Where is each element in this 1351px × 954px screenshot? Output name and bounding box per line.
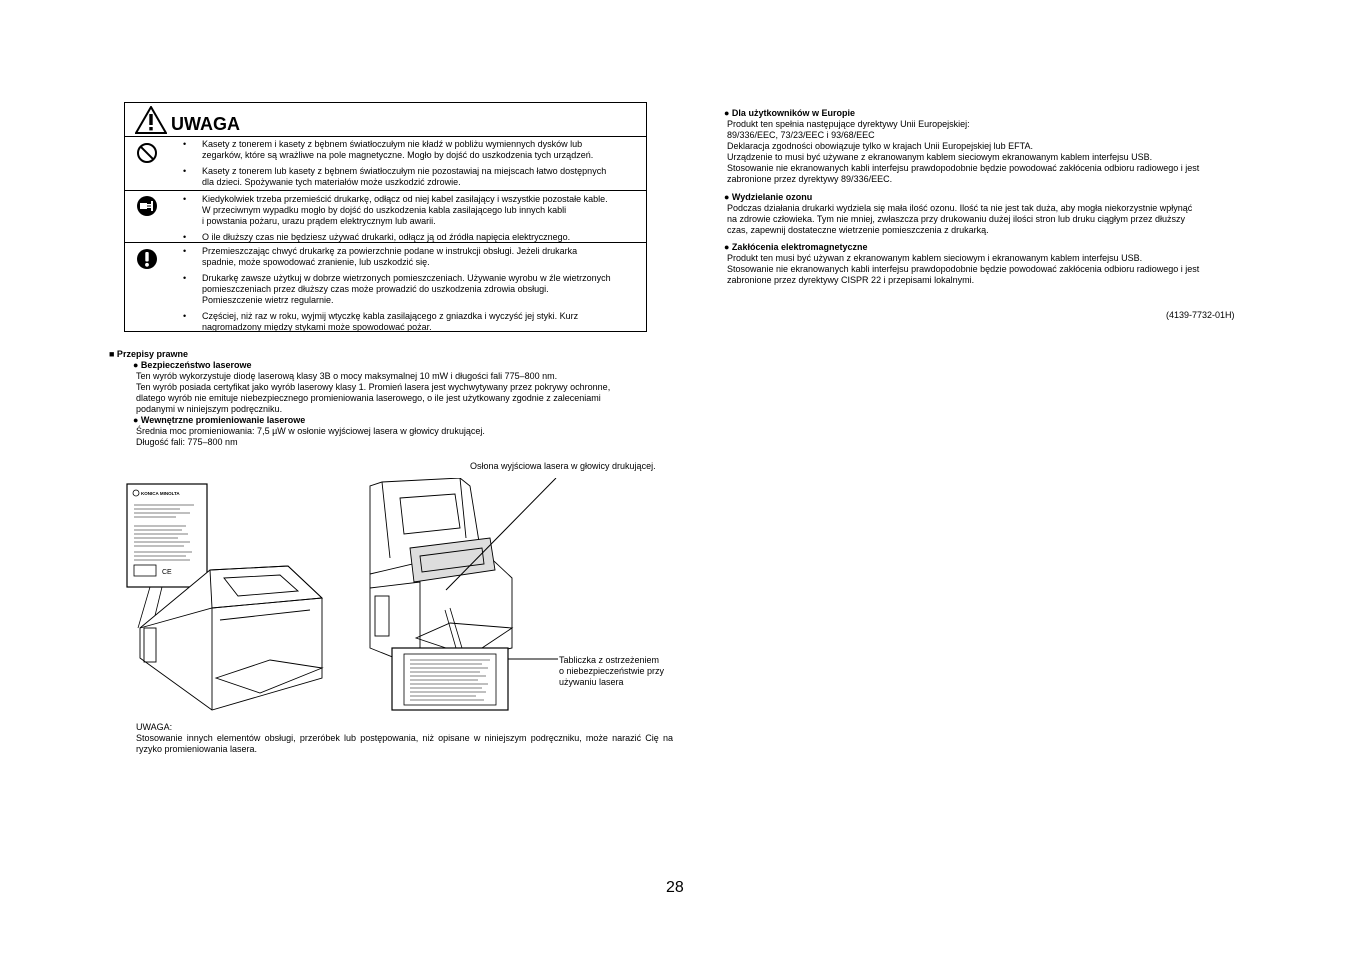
warning-item: • Przemieszczając chwyć drukarkę za powierzchnie podane w instrukcji obsługi. Jeżeli drukarka spadnie, może spowodować zranienie, lub uszkodzić się.: [125, 246, 646, 268]
warning-item: • Drukarkę zawsze użytkuj w dobrze wietrzonych pomieszczeniach. Używanie wyrobu w źle wietrzonych pomieszczeniach przez dłuższy czas może prowadzić do uszkodzenia zdrowia obsługi. Pomieszczenie wietrz regularnie.: [125, 273, 646, 306]
warning-section-unplug: [125, 191, 646, 243]
warning-item: • O ile dłuższy czas nie będziesz używać drukarki, odłącz ją od źródła napięcia elektrycznego.: [125, 232, 646, 243]
callout-laser-aperture: Osłona wyjściowa lasera w głowicy drukującej.: [470, 461, 656, 471]
laser-safety-text: Ten wyrób wykorzystuje diodę laserową klasy 3B o mocy maksymalnej 10 mW i długości fali 775–800 nm. Ten wyrób posiada certyfikat jako wyrób laserowy klasy 1. Promień lasera jest wychwytywany przez pokrywy ochronne, dlatego wyrób nie emituje niebezpiecznego promieniowania laserowego, o ile jest użytkowany zgodnie z zaleceniami podanymi w niniejszym podręczniku.: [136, 371, 611, 414]
callout-warning-label: Tabliczka z ostrzeżeniem o niebezpieczeństwie przy używaniu lasera: [559, 655, 665, 687]
warning-item: • Kasety z tonerem i kasety z bębnem światłoczułym nie kładź w pobliżu wymiennych dysków lub zegarków, które są wrażliwe na pole magnetyczne. Mogło by dojść do uszkodzenia tych urządzeń.: [125, 139, 646, 161]
ozone-heading: ● Wydzielanie ozonu: [724, 192, 813, 202]
printer-open: [370, 478, 512, 668]
warning-section-prohibited: [125, 136, 646, 191]
document-code: (4139-7732-01H): [1166, 310, 1235, 320]
laser-safety-heading: ● Bezpieczeństwo laserowe: [133, 360, 252, 370]
regulations-heading: ■ Przepisy prawne: [109, 349, 188, 359]
warning-item: • Kiedykolwiek trzeba przemieścić drukarkę, odłącz od niej kabel zasilający i wszystkie pozostałe kable. W przeciwnym wypadku mogło by dojść do uszkodzenia kabla zasilającego lub innych kabli i powstania pożaru, urazu prądem elektrycznym lub awarii.: [125, 194, 646, 227]
caution-text: Stosowanie innych elementów obsługi, przeróbek lub postępowania, niż opisane w niniejszym podręczniku, może narazić Cię na ryzyko promieniowania lasera.: [136, 733, 673, 754]
internal-radiation-heading: ● Wewnętrzne promieniowanie laserowe: [133, 415, 306, 425]
page-number: 28: [666, 879, 684, 896]
warning-item: • Częściej, niż raz w roku, wyjmij wtyczkę kabla zasilającego z gniazdka i wyczyść jej styki. Kurz nagromadzony między stykami może spowodować pożar.: [125, 311, 646, 333]
laser-warning-label: [392, 648, 558, 710]
warning-section-exclamation: [125, 243, 646, 333]
internal-radiation-text: Średnia moc promieniowania: 7,5 µW w osłonie wyjściowej lasera w głowicy drukującej. Długość fali: 775–800 nm: [136, 426, 485, 447]
europe-heading: ● Dla użytkowników w Europie: [724, 108, 855, 118]
europe-text: Produkt ten spełnia następujące dyrektywy Unii Europejskiej: 89/336/EEC, 73/23/EEC i 93/68/EEC Deklaracja zgodności obowiązuje tylko w krajach Unii Europejskiej lub EFTA. Urządzenie to musi być używane z ekranowanym kablem sieciowym ekranowanym kablem interfejsu USB. Stosowanie nie ekranowanych kabli interfejsu prawdopodobnie będzie powodować zakłócenia odbioru radiowego i jest zabronione przez dyrektywy 89/336/EEC.: [727, 119, 1200, 184]
ozone-text: Podczas działania drukarki wydziela się mała ilość ozonu. Ilość ta nie jest tak duża, aby mogła niekorzystnie wpłynąć na zdrowie człowieka. Tym nie mniej, zwłaszcza przy drukowaniu dużej ilości stron lub druku ciągłym przez dłuższy czas, zapewnij dostateczne wietrzenie pomieszczenia z drukarką.: [727, 203, 1193, 235]
warning-item: • Kasety z tonerem lub kasety z bębnem światłoczułym nie pozostawiaj na miejscach łatwo dostępnych dla dzieci. Spożywanie tych materiałów może uszkodzić zdrowie.: [125, 166, 646, 188]
caution-heading: UWAGA:: [136, 722, 173, 732]
label-brand: KONICA MINOLTA: [141, 491, 180, 496]
label-ce: CE: [162, 569, 172, 576]
emc-text: Produkt ten musi być używan z ekranowanym kablem sieciowym i ekranowanym kablem interfejsu USB. Stosowanie nie ekranowanych kabli interfejsu prawdopodobnie będzie powodować zakłócenia odbioru radiowego i jest zabronione przez dyrektywy CISPR 22 i przepisami lokalnymi.: [727, 253, 1200, 285]
warning-box: [124, 102, 647, 332]
warning-title: UWAGA: [171, 114, 240, 134]
printer-illustration: [120, 478, 560, 718]
emc-heading: ● Zakłócenia elektromagnetyczne: [724, 242, 868, 252]
warning-header: [125, 103, 646, 137]
warning-triangle-icon: [135, 106, 167, 134]
